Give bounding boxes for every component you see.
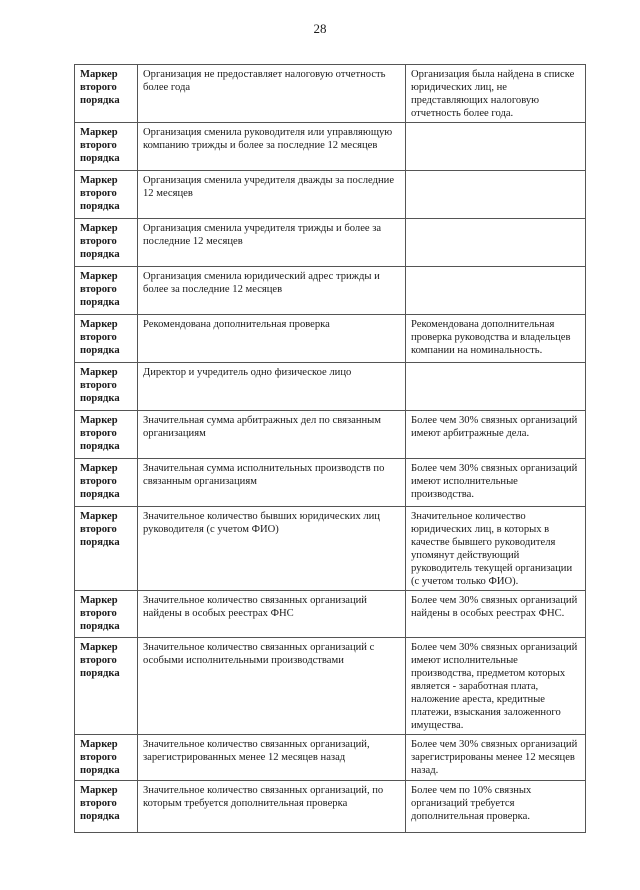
table-row (75, 363, 586, 411)
marker-name-cell: Значительное количество связанных организаций, по которым требуется дополнительная проверка (138, 781, 406, 833)
marker-name-cell: Значительное количество связанных организаций найдены в особых реестрах ФНС (138, 591, 406, 638)
marker-description-cell: Значительное количество юридических лиц, в которых в качестве бывшего руководителя упомянут действующий руководитель текущей организации (с учетом только ФИО). (406, 507, 586, 591)
marker-description-cell: Организация была найдена в списке юридических лиц, не представляющих налоговую отчетность более года. (406, 65, 586, 123)
marker-description-cell: Более чем 30% связных организаций зарегистрированы менее 12 месяцев назад. (406, 735, 586, 781)
marker-type-cell: Маркер второго порядка (75, 123, 138, 171)
marker-name-cell: Рекомендована дополнительная проверка (138, 315, 406, 363)
marker-name-cell: Значительная сумма арбитражных дел по связанным организациям (138, 411, 406, 459)
marker-description-cell (406, 363, 586, 411)
marker-type-cell: Маркер второго порядка (75, 363, 138, 411)
markers-table (74, 64, 586, 833)
marker-type-cell: Маркер второго порядка (75, 411, 138, 459)
marker-description-cell (406, 267, 586, 315)
table-row (75, 735, 586, 781)
table-row (75, 267, 586, 315)
marker-type-cell: Маркер второго порядка (75, 65, 138, 123)
marker-type-cell: Маркер второго порядка (75, 507, 138, 591)
marker-name-cell: Организация сменила учредителя трижды и более за последние 12 месяцев (138, 219, 406, 267)
marker-description-cell: Более чем 30% связных организаций имеют исполнительные производства. (406, 459, 586, 507)
marker-name-cell: Организация сменила учредителя дважды за последние 12 месяцев (138, 171, 406, 219)
table-row (75, 638, 586, 735)
table-row (75, 591, 586, 638)
marker-description-cell: Более чем по 10% связных организаций требуется дополнительная проверка. (406, 781, 586, 833)
marker-description-cell (406, 171, 586, 219)
marker-type-cell: Маркер второго порядка (75, 219, 138, 267)
marker-description-cell: Более чем 30% связных организаций найдены в особых реестрах ФНС. (406, 591, 586, 638)
marker-type-cell: Маркер второго порядка (75, 735, 138, 781)
page-number: 28 (313, 21, 327, 36)
marker-description-cell: Более чем 30% связных организаций имеют арбитражные дела. (406, 411, 586, 459)
marker-name-cell: Значительное количество бывших юридических лиц руководителя (с учетом ФИО) (138, 507, 406, 591)
marker-name-cell: Значительное количество связанных организаций, зарегистрированных менее 12 месяцев назад (138, 735, 406, 781)
table-row (75, 315, 586, 363)
table-row (75, 219, 586, 267)
marker-type-cell: Маркер второго порядка (75, 638, 138, 735)
marker-name-cell: Организация не предоставляет налоговую отчетность более года (138, 65, 406, 123)
marker-description-cell: Более чем 30% связных организаций имеют исполнительные производства, предметом которых является - заработная плата, наложение ареста, кредитные платежи, взыскания заложенного имущества. (406, 638, 586, 735)
marker-type-cell: Маркер второго порядка (75, 267, 138, 315)
table-row (75, 171, 586, 219)
marker-type-cell: Маркер второго порядка (75, 315, 138, 363)
table-row (75, 459, 586, 507)
marker-description-cell (406, 123, 586, 171)
marker-name-cell: Организация сменила руководителя или управляющую компанию трижды и более за последние 12 месяцев (138, 123, 406, 171)
marker-type-cell: Маркер второго порядка (75, 459, 138, 507)
marker-description-cell: Рекомендована дополнительная проверка руководства и владельцев компании на номинальность. (406, 315, 586, 363)
table-row (75, 123, 586, 171)
marker-name-cell: Организация сменила юридический адрес трижды и более за последние 12 месяцев (138, 267, 406, 315)
marker-description-cell (406, 219, 586, 267)
marker-name-cell: Значительная сумма исполнительных производств по связанным организациям (138, 459, 406, 507)
marker-type-cell: Маркер второго порядка (75, 781, 138, 833)
table-row (75, 411, 586, 459)
marker-name-cell: Значительное количество связанных организаций с особыми исполнительными производствами (138, 638, 406, 735)
marker-type-cell: Маркер второго порядка (75, 591, 138, 638)
marker-type-cell: Маркер второго порядка (75, 171, 138, 219)
table-row (75, 65, 586, 123)
table-row (75, 507, 586, 591)
table-row (75, 781, 586, 833)
marker-name-cell: Директор и учредитель одно физическое лицо (138, 363, 406, 411)
